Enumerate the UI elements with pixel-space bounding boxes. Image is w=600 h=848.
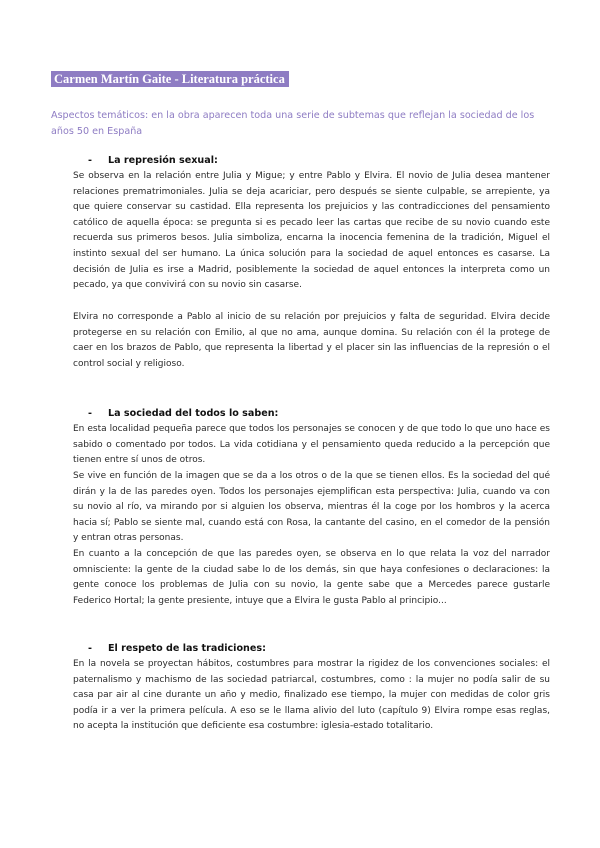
section-title: El respeto de las tradiciones: — [108, 643, 266, 654]
paragraph-tradiciones-1: En la novela se proyectan hábitos, costumbres para mostrar la rigidez de los convenciones sociales: el paternalismo y machismo de las sociedad patriarcal, costumbres, como : la mujer no podía salir de su casa par air al cine durante un año y medio, finalizado ese tiempo, la mujer con medidas de color gris podía ir a ver la primera película. A eso se le llama alivio del luto (capítulo 9) Elvira rompe esas reglas, no acepta la institución que deficiente esa costumbre: iglesia-estado totalitario. — [73, 659, 550, 732]
section-title: La represión sexual: — [108, 155, 218, 166]
bullet-dash: - — [88, 408, 92, 419]
paragraph-sociedad-3: En cuanto a la concepción de que las paredes oyen, se observa en lo que relata la voz del narrador omnisciente: la gente de la ciudad sabe lo de los demás, sin que haya confesiones o declaraciones: la gente conoce los problemas de Julia con su novio, la gente sabe que a Mercedes parece gustarle Federico Hortal; la gente presiente, intuye que a Elvira le gusta Pablo al principio... — [73, 549, 550, 606]
paragraph-represion-1: Se observa en la relación entre Julia y Migue; y entre Pablo y Elvira. El novio de Julia desea mantener relaciones prematrimoniales. Julia se deja acariciar, pero después se siente culpable, se arrepiente, ya que quiere conservar su castidad. Ella representa los prejuicios y las contradicciones del pensamiento católico de aquella época: se pregunta si es pecado leer las cartas que recibe de su novio cuando este recuerda sus primeros besos. Julia simboliza, encarna la inocencia femenina de la tradición, Miguel el instinto sexual del ser humano. La única solución para la sociedad de aquel entonces es casarse. La decisión de Julia es irse a Madrid, posiblemente la sociedad de aquel entonces la interpreta como un pecado, ya que convivirá con su novio sin casarse. — [73, 171, 550, 291]
section-heading-sociedad — [88, 408, 278, 419]
document-title: Carmen Martín Gaite - Literatura práctica — [51, 71, 289, 87]
bullet-dash: - — [88, 643, 92, 654]
paragraph-sociedad-2: Se vive en función de la imagen que se da a los otros o de la que se tienen ellos. Es la sociedad del qué dirán y la de las paredes oyen. Todos los personajes ejemplifican esta perspectiva: Julia, cuando va con su novio al río, va mirando por si alguien los observa, mientras él la coge por los hombros y la acerca hacia sí; Pablo se siente mal, cuando está con Rosa, la cantante del casino, en el comedor de la pensión y entran otras personas. — [73, 471, 550, 544]
bullet-dash: - — [88, 155, 92, 166]
section-heading-represion — [88, 155, 218, 166]
paragraph-sociedad-1: En esta localidad pequeña parece que todos los personajes se conocen y de que todo lo que uno hace es sabido o comentado por todos. La vida cotidiana y el pensamiento queda reducido a la percepción que tienen entre sí unos de otros. — [73, 424, 550, 466]
thematic-intro: Aspectos temáticos: en la obra aparecen toda una serie de subtemas que reflejan la sociedad de los años 50 en España — [51, 110, 535, 137]
paragraph-represion-2: Elvira no corresponde a Pablo al inicio de su relación por prejuicios y falta de seguridad. Elvira decide protegerse en su relación con Emilio, al que no ama, aunque domina. Su relación con él la protege de caer en los brazos de Pablo, que representa la libertad y el placer sin las influencias de la represión o el control social y religioso. — [73, 312, 550, 369]
section-heading-tradiciones — [88, 643, 266, 654]
section-title: La sociedad del todos lo saben: — [108, 408, 279, 419]
